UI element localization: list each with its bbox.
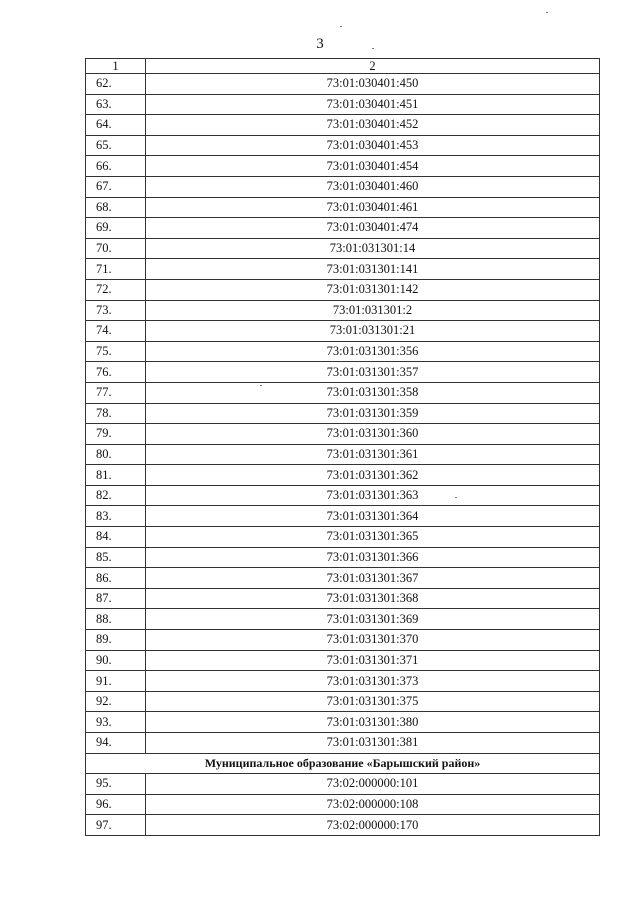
table-row xyxy=(86,259,600,280)
row-number: 97. xyxy=(86,815,146,836)
scan-speck xyxy=(455,497,457,498)
table-row xyxy=(86,238,600,259)
table-row xyxy=(86,671,600,692)
cadastral-number: 73:01:031301:14 xyxy=(146,238,600,259)
table-row xyxy=(86,547,600,568)
cadastral-number: 73:01:030401:450 xyxy=(146,74,600,95)
row-number: 86. xyxy=(86,568,146,589)
table-row xyxy=(86,712,600,733)
table-row xyxy=(86,506,600,527)
table-row xyxy=(86,733,600,754)
row-number: 67. xyxy=(86,176,146,197)
cadastral-number: 73:01:030401:451 xyxy=(146,94,600,115)
row-number: 77. xyxy=(86,382,146,403)
table-row xyxy=(86,815,600,836)
section-row xyxy=(86,753,600,774)
cadastral-number: 73:01:030401:474 xyxy=(146,218,600,239)
row-number: 94. xyxy=(86,733,146,754)
cadastral-number: 73:01:031301:375 xyxy=(146,691,600,712)
row-number: 90. xyxy=(86,650,146,671)
table-row xyxy=(86,403,600,424)
table-row xyxy=(86,115,600,136)
column-header-cadastral-number: 2 xyxy=(146,59,600,74)
cadastral-number: 73:02:000000:108 xyxy=(146,794,600,815)
row-number: 88. xyxy=(86,609,146,630)
row-number: 95. xyxy=(86,774,146,795)
cadastral-number: 73:01:031301:358 xyxy=(146,382,600,403)
table-row xyxy=(86,527,600,548)
table-row xyxy=(86,362,600,383)
row-number: 72. xyxy=(86,279,146,300)
row-number: 70. xyxy=(86,238,146,259)
table-row xyxy=(86,341,600,362)
cadastral-number: 73:01:031301:371 xyxy=(146,650,600,671)
section-title: Муниципальное образование «Барышский район» xyxy=(86,753,600,774)
table-row xyxy=(86,444,600,465)
table-row xyxy=(86,279,600,300)
row-number: 84. xyxy=(86,527,146,548)
cadastral-number: 73:01:031301:366 xyxy=(146,547,600,568)
scan-speck xyxy=(372,48,374,49)
cadastral-number: 73:01:031301:362 xyxy=(146,465,600,486)
cadastral-number: 73:01:031301:365 xyxy=(146,527,600,548)
row-number: 82. xyxy=(86,485,146,506)
row-number: 68. xyxy=(86,197,146,218)
row-number: 65. xyxy=(86,135,146,156)
table-row xyxy=(86,197,600,218)
table-row xyxy=(86,382,600,403)
table-row xyxy=(86,135,600,156)
cadastral-number: 73:01:031301:368 xyxy=(146,588,600,609)
cadastral-number: 73:01:030401:453 xyxy=(146,135,600,156)
cadastral-number: 73:01:031301:359 xyxy=(146,403,600,424)
table-row xyxy=(86,94,600,115)
row-number: 83. xyxy=(86,506,146,527)
row-number: 81. xyxy=(86,465,146,486)
table-row xyxy=(86,218,600,239)
cadastral-number: 73:01:031301:380 xyxy=(146,712,600,733)
table-row xyxy=(86,176,600,197)
cadastral-number: 73:01:030401:460 xyxy=(146,176,600,197)
cadastral-number: 73:01:031301:21 xyxy=(146,321,600,342)
cadastral-number: 73:01:031301:363 xyxy=(146,485,600,506)
row-number: 85. xyxy=(86,547,146,568)
cadastral-number: 73:01:031301:142 xyxy=(146,279,600,300)
cadastral-number: 73:01:031301:364 xyxy=(146,506,600,527)
cadastral-number: 73:01:031301:381 xyxy=(146,733,600,754)
page-number: 3 xyxy=(316,36,324,52)
row-number: 62. xyxy=(86,74,146,95)
row-number: 75. xyxy=(86,341,146,362)
row-number: 66. xyxy=(86,156,146,177)
cadastral-number: 73:01:031301:357 xyxy=(146,362,600,383)
row-number: 76. xyxy=(86,362,146,383)
table-row xyxy=(86,300,600,321)
cadastral-number: 73:01:030401:454 xyxy=(146,156,600,177)
cadastral-number: 73:01:031301:370 xyxy=(146,630,600,651)
row-number: 78. xyxy=(86,403,146,424)
cadastral-number: 73:01:031301:356 xyxy=(146,341,600,362)
table-row xyxy=(86,465,600,486)
cadastral-number: 73:02:000000:170 xyxy=(146,815,600,836)
table-row xyxy=(86,650,600,671)
row-number: 69. xyxy=(86,218,146,239)
table-row xyxy=(86,424,600,445)
row-number: 92. xyxy=(86,691,146,712)
row-number: 93. xyxy=(86,712,146,733)
table-row xyxy=(86,794,600,815)
row-number: 74. xyxy=(86,321,146,342)
cadastral-number: 73:01:030401:452 xyxy=(146,115,600,136)
cadastral-number: 73:01:031301:373 xyxy=(146,671,600,692)
cadastral-number: 73:01:031301:360 xyxy=(146,424,600,445)
table-row xyxy=(86,774,600,795)
row-number: 96. xyxy=(86,794,146,815)
row-number: 79. xyxy=(86,424,146,445)
row-number: 73. xyxy=(86,300,146,321)
scan-speck xyxy=(340,26,342,27)
cadastral-number: 73:01:031301:141 xyxy=(146,259,600,280)
row-number: 87. xyxy=(86,588,146,609)
column-header-number: 1 xyxy=(86,59,146,74)
header-row xyxy=(86,59,600,74)
cadastral-number-table xyxy=(85,58,600,836)
cadastral-number: 73:01:030401:461 xyxy=(146,197,600,218)
table-row xyxy=(86,485,600,506)
row-number: 64. xyxy=(86,115,146,136)
table-header xyxy=(86,59,600,74)
table-row xyxy=(86,691,600,712)
table-row xyxy=(86,74,600,95)
scan-speck xyxy=(546,12,548,13)
cadastral-number: 73:01:031301:2 xyxy=(146,300,600,321)
table-row xyxy=(86,321,600,342)
row-number: 80. xyxy=(86,444,146,465)
table-body xyxy=(86,74,600,836)
row-number: 63. xyxy=(86,94,146,115)
row-number: 91. xyxy=(86,671,146,692)
table-row xyxy=(86,568,600,589)
cadastral-number: 73:01:031301:369 xyxy=(146,609,600,630)
row-number: 71. xyxy=(86,259,146,280)
table-row xyxy=(86,630,600,651)
cadastral-number: 73:01:031301:361 xyxy=(146,444,600,465)
table-row xyxy=(86,609,600,630)
table-row xyxy=(86,588,600,609)
row-number: 89. xyxy=(86,630,146,651)
table-row xyxy=(86,156,600,177)
cadastral-number: 73:01:031301:367 xyxy=(146,568,600,589)
cadastral-number: 73:02:000000:101 xyxy=(146,774,600,795)
scan-speck xyxy=(260,385,262,386)
